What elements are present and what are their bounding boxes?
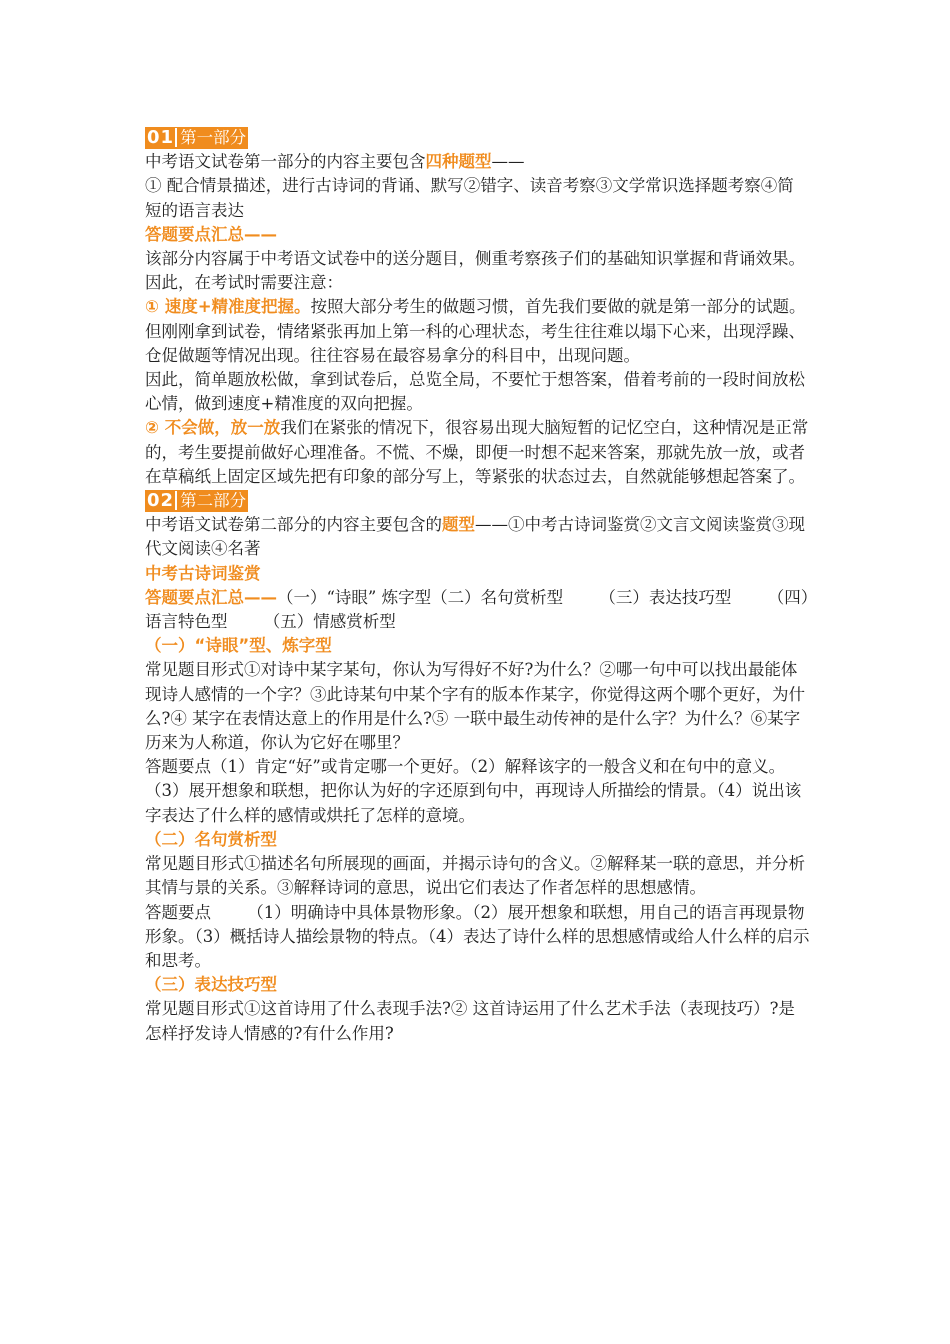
type-2-points-text: （1）明确诗中具体景物形象。（2）展开想象和联想，用自己的语言再现景物形象。（3）概括诗人描绘景物的特点。（4）表达了诗什么样的思想感情或给人什么样的启示和思考。 bbox=[145, 902, 810, 970]
type-2-points bbox=[145, 901, 810, 974]
summary-types-d: （五）情感赏析型 bbox=[263, 612, 396, 632]
type-1-heading: （一）“诗眼”型、炼字型 bbox=[145, 636, 332, 656]
summary-types-b: （三）表达技巧型 bbox=[599, 587, 732, 607]
type-2-heading: （二）名句赏析型 bbox=[145, 829, 277, 849]
summary-heading: 答题要点汇总—— bbox=[145, 587, 277, 607]
section-1-header bbox=[145, 126, 810, 150]
type-3-forms: 常见题目形式①这首诗用了什么表现手法?② 这首诗运用了什么艺术手法（表现技巧）?是怎样抒发诗人情感的?有什么作用? bbox=[145, 999, 795, 1043]
type-2-forms: 常见题目形式①描述名句所展现的画面，并揭示诗句的含义。②解释某一联的意思，并分析其情与景的关系。③解释诗词的意思，说出它们表达了作者怎样的思想感情。 bbox=[145, 854, 805, 898]
summary-types-c: （四）语言特色型 bbox=[145, 587, 809, 632]
summary-types-a: （一）“诗眼” 炼字型（二）名句赏析型 bbox=[277, 587, 564, 607]
intro-highlight: 题型 bbox=[442, 515, 475, 535]
type-2-points-label: 答题要点 bbox=[145, 902, 211, 922]
intro-highlight: 四种题型 bbox=[425, 152, 492, 172]
section-1-summary-text: 该部分内容属于中考语文试卷中的送分题目，侧重考察孩子们的基础知识掌握和背诵效果。 bbox=[145, 249, 805, 269]
section-1-badge bbox=[145, 127, 248, 149]
section-2-title: 第二部分 bbox=[175, 491, 248, 510]
type-3-heading: （三）表达技巧型 bbox=[145, 975, 277, 995]
type-1-points: 答题要点（1）肯定“好”或肯定哪一个更好。（2）解释该字的一般含义和在句中的意义。（3）展开想象和联想，把你认为好的字还原到句中，再现诗人所描绘的情景。（4）说出该字表达了什么样的感情或烘托了怎样的意境。 bbox=[145, 757, 802, 825]
section-1-number: 01 bbox=[147, 127, 175, 148]
section-2-intro bbox=[145, 513, 810, 561]
section-2-number: 02 bbox=[147, 490, 175, 512]
point-2-text: 我们在紧张的情况下，很容易出现大脑短暂的记忆空白，这种情况是正常的，考生要提前做好心理准备。不慌、不燥，即便一时想不起来答案，那就先放一放，或者在草稿纸上固定区域先把有印象的部分写上，等紧张的状态过去，自然就能够想起答案了。 bbox=[145, 418, 809, 486]
section-1-attention: 因此，在考试时需要注意： bbox=[145, 273, 343, 293]
intro-rest: ——①中考古诗词鉴赏②文言文阅读鉴赏③现代文阅读④名著 bbox=[145, 515, 805, 559]
section-1-point-1 bbox=[145, 295, 810, 368]
section-2-header bbox=[145, 489, 810, 513]
section-1-summary-heading: 答题要点汇总—— bbox=[145, 224, 277, 244]
section-2-subheading: 中考古诗词鉴赏 bbox=[145, 563, 261, 583]
section-1-point-1-followup: 因此，简单题放松做，拿到试卷后，总览全局，不要忙于想答案，借着考前的一段时间放松心情，做到速度+精准度的双向把握。 bbox=[145, 370, 805, 414]
type-1-forms: 常见题目形式①对诗中某字某句，你认为写得好不好?为什么？②哪一句中可以找出最能体现诗人感情的一个字？③此诗某句中某个字有的版本作某字，你觉得这两个哪个更好，为什么?④ 某字在表情达意上的作用是什么?⑤ 一联中最生动传神的是什么字？为什么？⑥某字历来为人称道，你认为它好在哪里？ bbox=[145, 660, 805, 753]
section-1-intro bbox=[145, 150, 810, 174]
section-2-badge bbox=[145, 490, 248, 512]
point-1-text: 按照大部分考生的做题习惯，首先我们要做的就是第一部分的试题。但刚刚拿到试卷，情绪紧张再加上第一科的心理状态，考生往往难以塌下心来，出现浮躁、仓促做题等情况出现。往往容易在最容易拿分的科目中，出现问题。 bbox=[145, 297, 806, 365]
section-1-question-types: ① 配合情景描述，进行古诗词的背诵、默写②错字、读音考察③文学常识选择题考察④简短的语言表达 bbox=[145, 176, 794, 220]
intro-text: 中考语文试卷第一部分的内容主要包含 bbox=[145, 152, 426, 172]
point-1-highlight: ① 速度+精准度把握。 bbox=[145, 297, 311, 317]
section-1-title: 第一部分 bbox=[175, 128, 248, 147]
point-2-highlight: ② 不会做，放一放 bbox=[145, 418, 281, 438]
section-1-point-2 bbox=[145, 416, 810, 489]
document-page bbox=[145, 126, 810, 1046]
intro-dash: —— bbox=[491, 152, 525, 172]
intro-text: 中考语文试卷第二部分的内容主要包含的 bbox=[145, 515, 442, 535]
section-2-summary bbox=[145, 586, 810, 634]
